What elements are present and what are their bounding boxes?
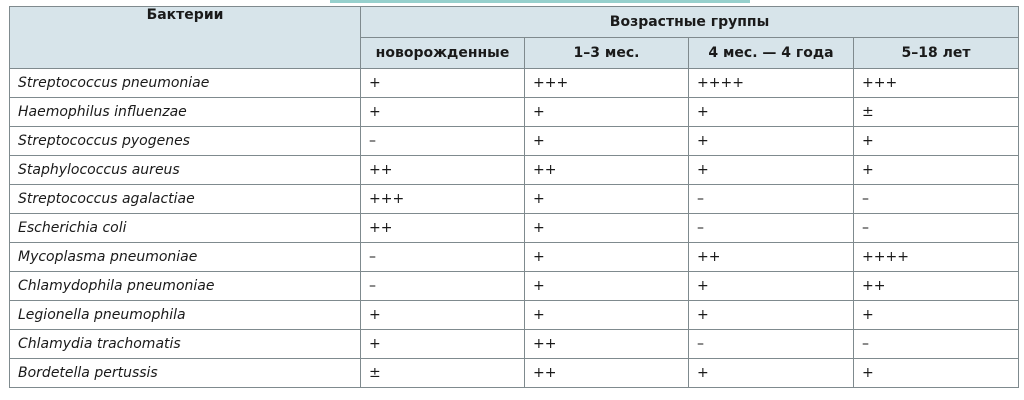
bacteria-name: Haemophilus influenzae — [10, 98, 361, 127]
header-age-1-3-months: 1–3 мес. — [525, 38, 689, 69]
prevalence-cell: + — [854, 301, 1019, 330]
table-row — [10, 359, 1019, 388]
table-row — [10, 243, 1019, 272]
bacteria-name: Streptococcus pyogenes — [10, 127, 361, 156]
prevalence-cell: – — [689, 330, 854, 359]
prevalence-cell: + — [689, 359, 854, 388]
table-row — [10, 272, 1019, 301]
table-row — [10, 301, 1019, 330]
prevalence-cell: ++ — [525, 330, 689, 359]
prevalence-cell: + — [689, 272, 854, 301]
header-age-4m-4y: 4 мес. — 4 года — [689, 38, 854, 69]
table-row — [10, 185, 1019, 214]
bacteria-name: Streptococcus agalactiae — [10, 185, 361, 214]
bacteria-name: Mycoplasma pneumoniae — [10, 243, 361, 272]
top-accent-strip — [330, 0, 750, 3]
bacteria-name: Streptococcus pneumoniae — [10, 69, 361, 98]
prevalence-cell: + — [689, 301, 854, 330]
header-age-newborn: новорожденные — [361, 38, 525, 69]
header-age-5-18y: 5–18 лет — [854, 38, 1019, 69]
prevalence-cell: – — [689, 214, 854, 243]
prevalence-cell: + — [525, 272, 689, 301]
prevalence-cell: ++ — [361, 214, 525, 243]
prevalence-cell: + — [525, 127, 689, 156]
table-body — [10, 69, 1019, 388]
prevalence-cell: – — [854, 214, 1019, 243]
table-row — [10, 214, 1019, 243]
prevalence-cell: +++ — [854, 69, 1019, 98]
bacteria-name: Chlamydophila pneumoniae — [10, 272, 361, 301]
bacteria-name: Escherichia coli — [10, 214, 361, 243]
table-row — [10, 330, 1019, 359]
prevalence-cell: ++ — [854, 272, 1019, 301]
prevalence-cell: – — [854, 185, 1019, 214]
prevalence-cell: + — [689, 127, 854, 156]
table-row — [10, 98, 1019, 127]
bacteria-name: Legionella pneumophila — [10, 301, 361, 330]
prevalence-cell: +++ — [525, 69, 689, 98]
table-row — [10, 156, 1019, 185]
prevalence-cell: ± — [854, 98, 1019, 127]
header-age-groups: Возрастные группы — [361, 7, 1019, 38]
prevalence-cell: ++ — [361, 156, 525, 185]
prevalence-cell: – — [361, 127, 525, 156]
prevalence-cell: ++ — [689, 243, 854, 272]
prevalence-cell: – — [361, 243, 525, 272]
prevalence-cell: + — [689, 98, 854, 127]
header-bacteria: Бактерии — [10, 7, 361, 69]
table-row — [10, 69, 1019, 98]
prevalence-cell: + — [525, 243, 689, 272]
table-row — [10, 127, 1019, 156]
prevalence-cell: + — [361, 330, 525, 359]
prevalence-cell: + — [361, 98, 525, 127]
prevalence-cell: + — [854, 127, 1019, 156]
bacteria-name: Staphylococcus aureus — [10, 156, 361, 185]
bacteria-name: Bordetella pertussis — [10, 359, 361, 388]
prevalence-cell: ± — [361, 359, 525, 388]
prevalence-cell: ++++ — [854, 243, 1019, 272]
prevalence-cell: – — [361, 272, 525, 301]
prevalence-cell: + — [361, 69, 525, 98]
prevalence-cell: + — [525, 301, 689, 330]
prevalence-cell: + — [689, 156, 854, 185]
prevalence-cell: + — [525, 214, 689, 243]
bacteria-age-table — [9, 6, 1019, 388]
prevalence-cell: – — [854, 330, 1019, 359]
prevalence-cell: ++ — [525, 359, 689, 388]
header-row-top — [10, 7, 1019, 38]
prevalence-cell: + — [361, 301, 525, 330]
prevalence-cell: – — [689, 185, 854, 214]
prevalence-cell: + — [854, 359, 1019, 388]
prevalence-cell: ++ — [525, 156, 689, 185]
prevalence-cell: ++++ — [689, 69, 854, 98]
prevalence-cell: + — [854, 156, 1019, 185]
prevalence-cell: + — [525, 98, 689, 127]
prevalence-cell: + — [525, 185, 689, 214]
bacteria-name: Chlamydia trachomatis — [10, 330, 361, 359]
prevalence-cell: +++ — [361, 185, 525, 214]
